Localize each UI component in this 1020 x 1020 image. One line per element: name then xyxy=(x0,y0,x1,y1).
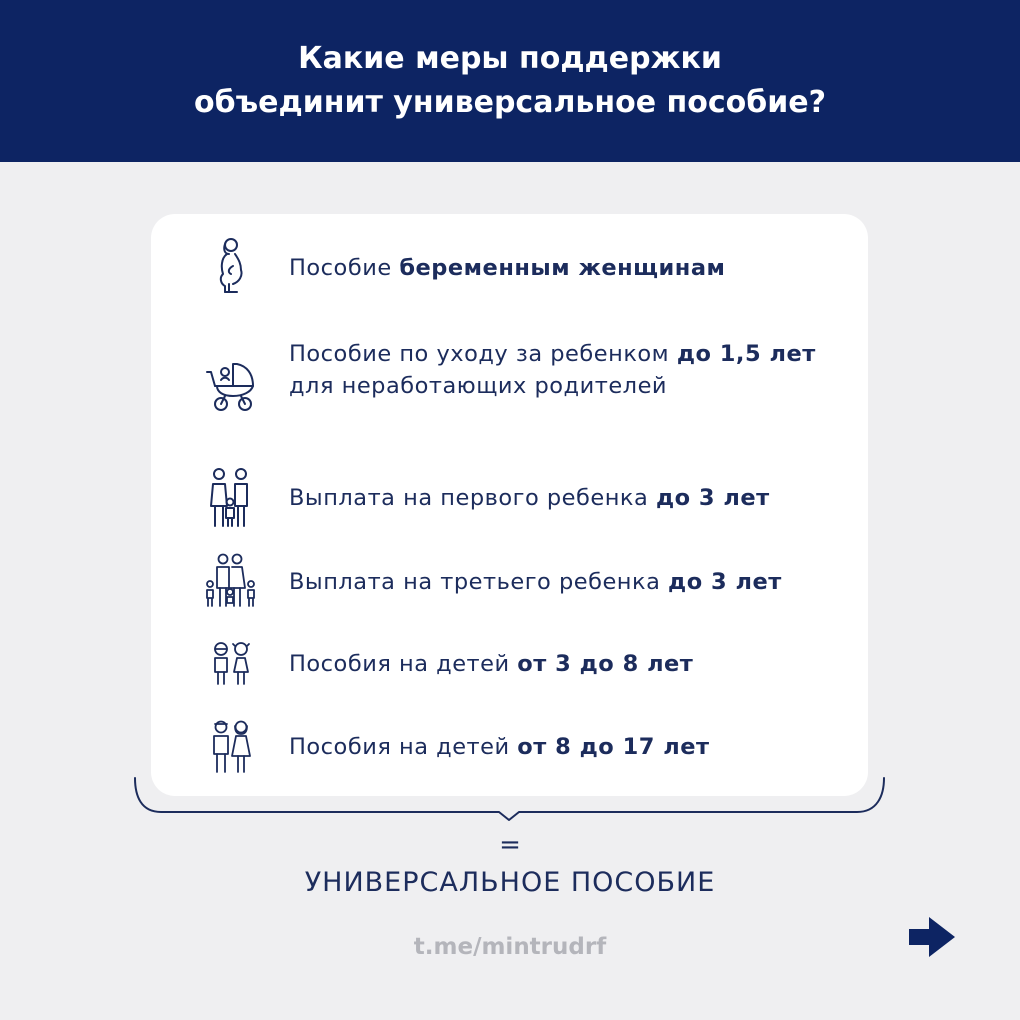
arrow-right-icon[interactable] xyxy=(907,915,957,959)
measure-text-bold: до 1,5 лет xyxy=(676,341,816,367)
measure-text-regular: Пособие по уходу за ребенком xyxy=(289,341,677,367)
measure-text xyxy=(289,566,859,598)
page-title-line-1: Какие меры поддержки xyxy=(298,41,722,76)
measure-text-bold: от 3 до 8 лет xyxy=(517,651,694,677)
measure-text-regular: для неработающих родителей xyxy=(289,373,668,399)
small-children-icon xyxy=(203,640,259,688)
measure-text xyxy=(289,252,859,284)
measure-text xyxy=(289,731,859,763)
measure-text-regular: Выплата на третьего ребенка xyxy=(289,569,669,595)
result-label: УНИВЕРСАЛЬНОЕ ПОСОБИЕ xyxy=(304,867,716,898)
measure-text-regular: Пособия на детей xyxy=(289,734,518,760)
measures-card xyxy=(151,214,868,796)
measure-text xyxy=(289,648,859,680)
baby-stroller-icon xyxy=(203,350,259,414)
measure-text-regular: Пособие xyxy=(289,255,400,281)
measure-text-bold: от 8 до 17 лет xyxy=(517,734,710,760)
pregnant-woman-icon xyxy=(203,236,259,300)
measure-item-third-child xyxy=(151,552,868,610)
large-family-icon xyxy=(203,552,259,610)
measure-item-childcare xyxy=(151,338,868,434)
telegram-handle-link[interactable]: t.me/mintrudrf xyxy=(413,934,607,960)
measure-text xyxy=(289,338,859,402)
measure-item-children-8-17 xyxy=(151,718,868,776)
teen-children-icon xyxy=(203,718,259,776)
measure-item-pregnancy xyxy=(151,236,868,300)
measure-text-bold: до 3 лет xyxy=(668,569,782,595)
family-one-child-icon xyxy=(203,466,259,530)
measure-text-bold: до 3 лет xyxy=(655,485,770,511)
measure-text-regular: Пособия на детей xyxy=(289,651,518,677)
measure-item-first-child xyxy=(151,466,868,530)
measure-text-regular: Выплата на первого ребенка xyxy=(289,485,656,511)
measure-text xyxy=(289,482,859,514)
header-banner xyxy=(0,0,1020,162)
curly-bracket-divider xyxy=(133,776,886,821)
page-title-line-2: объединит универсальное пособие? xyxy=(194,85,826,120)
measure-text-bold: беременным женщинам xyxy=(399,255,726,281)
equals-sign: = xyxy=(499,830,521,860)
measure-item-children-3-8 xyxy=(151,640,868,688)
